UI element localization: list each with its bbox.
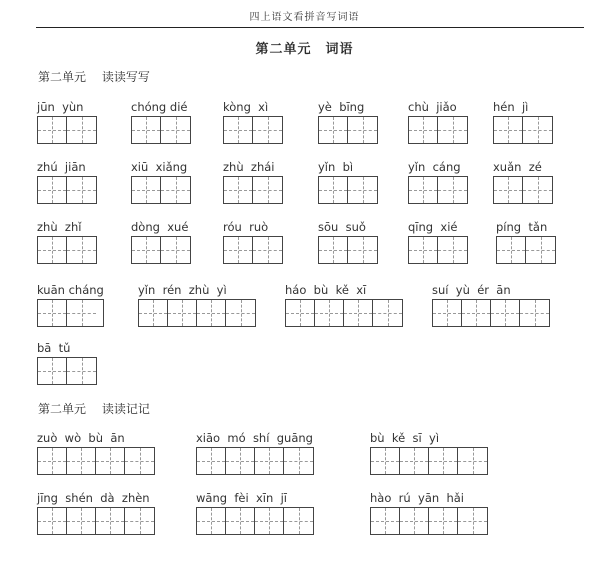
pinyin-label: zhú jiān <box>37 160 86 174</box>
tianzige-cell[interactable] <box>526 237 555 263</box>
pinyin-label: háo bù kě xī <box>285 283 367 297</box>
pinyin-label: zhù zhǐ <box>37 220 82 234</box>
tianzige-cell[interactable] <box>255 508 284 534</box>
tianzige-cell[interactable] <box>348 177 377 203</box>
tianzige-cell[interactable] <box>462 300 491 326</box>
tianzige-cell[interactable] <box>284 448 313 474</box>
tianzige-cell[interactable] <box>96 508 125 534</box>
tianzige-cell[interactable] <box>161 117 190 143</box>
tianzige-cell[interactable] <box>38 508 67 534</box>
writing-grid <box>223 116 283 144</box>
tianzige-cell[interactable] <box>523 177 552 203</box>
writing-grid <box>196 507 314 535</box>
pinyin-label: yè bīng <box>318 100 365 114</box>
section-label-read-write: 第二单元 读读写写 <box>38 70 150 84</box>
word-item <box>131 158 191 204</box>
tianzige-cell[interactable] <box>371 448 400 474</box>
tianzige-cell[interactable] <box>373 300 402 326</box>
tianzige-cell[interactable] <box>284 508 313 534</box>
tianzige-cell[interactable] <box>253 237 282 263</box>
tianzige-cell[interactable] <box>523 117 552 143</box>
pinyin-label: zuò wò bù ān <box>37 431 125 445</box>
tianzige-cell[interactable] <box>132 117 161 143</box>
word-item <box>432 281 550 327</box>
tianzige-cell[interactable] <box>319 177 348 203</box>
pinyin-label: hào rú yān hǎi <box>370 491 464 505</box>
word-item <box>318 98 378 144</box>
tianzige-cell[interactable] <box>125 508 154 534</box>
tianzige-cell[interactable] <box>197 300 226 326</box>
tianzige-cell[interactable] <box>438 117 467 143</box>
word-item <box>196 489 314 535</box>
tianzige-cell[interactable] <box>67 237 96 263</box>
writing-grid <box>37 236 97 264</box>
word-item <box>37 339 97 385</box>
pinyin-label: wāng fèi xīn jī <box>196 491 287 505</box>
writing-grid <box>318 116 378 144</box>
writing-grid <box>131 116 191 144</box>
tianzige-cell[interactable] <box>38 237 67 263</box>
tianzige-cell[interactable] <box>224 237 253 263</box>
word-item <box>285 281 403 327</box>
word-item <box>408 218 468 264</box>
tianzige-cell[interactable] <box>67 358 96 384</box>
tianzige-cell[interactable] <box>433 300 462 326</box>
pinyin-label: kòng xì <box>223 100 269 114</box>
tianzige-cell[interactable] <box>161 237 190 263</box>
word-item <box>408 158 468 204</box>
word-item <box>493 158 553 204</box>
page-header: 四上语文看拼音写词语 <box>249 12 360 23</box>
word-item <box>37 281 104 327</box>
tianzige-cell[interactable] <box>494 117 523 143</box>
tianzige-cell[interactable] <box>491 300 520 326</box>
word-item <box>223 218 283 264</box>
tianzige-cell[interactable] <box>409 177 438 203</box>
pinyin-label: suí yù ér ān <box>432 283 511 297</box>
header-rule <box>36 27 584 28</box>
tianzige-cell[interactable] <box>409 117 438 143</box>
writing-grid <box>408 176 468 204</box>
tianzige-cell[interactable] <box>348 117 377 143</box>
tianzige-cell[interactable] <box>253 177 282 203</box>
tianzige-cell[interactable] <box>400 508 429 534</box>
tianzige-cell[interactable] <box>226 300 255 326</box>
tianzige-cell[interactable] <box>429 448 458 474</box>
tianzige-cell[interactable] <box>409 237 438 263</box>
word-item <box>223 98 283 144</box>
tianzige-cell[interactable] <box>132 237 161 263</box>
pinyin-label: xiū xiǎng <box>131 160 188 174</box>
writing-grid <box>37 299 104 327</box>
section-label-read-remember: 第二单元 读读记记 <box>38 402 150 416</box>
writing-grid <box>131 236 191 264</box>
word-item <box>408 98 468 144</box>
tianzige-cell[interactable] <box>319 117 348 143</box>
tianzige-cell[interactable] <box>497 237 526 263</box>
pinyin-label: xiāo mó shí guāng <box>196 431 313 445</box>
word-item <box>318 218 378 264</box>
pinyin-label: sōu suǒ <box>318 220 366 234</box>
tianzige-cell[interactable] <box>520 300 549 326</box>
writing-grid <box>285 299 403 327</box>
pinyin-label: yǐn rén zhù yì <box>138 283 227 297</box>
tianzige-cell[interactable] <box>67 300 96 326</box>
pinyin-label: chóng dié <box>131 100 188 114</box>
writing-grid <box>370 507 488 535</box>
tianzige-cell[interactable] <box>315 300 344 326</box>
pinyin-label: jūn yùn <box>37 100 84 114</box>
tianzige-cell[interactable] <box>286 300 315 326</box>
tianzige-cell[interactable] <box>494 177 523 203</box>
tianzige-cell[interactable] <box>125 448 154 474</box>
pinyin-label: bā tǔ <box>37 341 71 355</box>
pinyin-label: hén jì <box>493 100 529 114</box>
tianzige-cell[interactable] <box>255 448 284 474</box>
tianzige-cell[interactable] <box>319 237 348 263</box>
word-item <box>37 489 155 535</box>
pinyin-label: xuǎn zé <box>493 160 542 174</box>
word-item <box>138 281 256 327</box>
tianzige-cell[interactable] <box>348 237 377 263</box>
tianzige-cell[interactable] <box>438 237 467 263</box>
tianzige-cell[interactable] <box>197 508 226 534</box>
word-item <box>496 218 556 264</box>
tianzige-cell[interactable] <box>38 177 67 203</box>
writing-grid <box>493 176 553 204</box>
writing-grid <box>496 236 556 264</box>
tianzige-cell[interactable] <box>253 117 282 143</box>
tianzige-cell[interactable] <box>429 508 458 534</box>
pinyin-label: jīng shén dà zhèn <box>37 491 150 505</box>
pinyin-label: kuān cháng <box>37 283 104 297</box>
pinyin-label: bù kě sī yì <box>370 431 440 445</box>
tianzige-cell[interactable] <box>38 358 67 384</box>
pinyin-label: chù jiǎo <box>408 100 457 114</box>
word-item <box>223 158 283 204</box>
writing-grid <box>196 447 314 475</box>
writing-grid <box>37 357 97 385</box>
tianzige-cell[interactable] <box>224 177 253 203</box>
writing-grid <box>37 507 155 535</box>
word-item <box>131 98 191 144</box>
tianzige-cell[interactable] <box>96 448 125 474</box>
tianzige-cell[interactable] <box>38 300 67 326</box>
word-item <box>37 429 155 475</box>
tianzige-cell[interactable] <box>438 177 467 203</box>
writing-grid <box>432 299 550 327</box>
tianzige-cell[interactable] <box>139 300 168 326</box>
writing-grid <box>131 176 191 204</box>
pinyin-label: yǐn bì <box>318 160 354 174</box>
tianzige-cell[interactable] <box>38 117 67 143</box>
word-item <box>318 158 378 204</box>
writing-grid <box>408 236 468 264</box>
pinyin-label: yǐn cáng <box>408 160 461 174</box>
word-item <box>37 218 97 264</box>
tianzige-cell[interactable] <box>132 177 161 203</box>
word-item <box>37 158 97 204</box>
pinyin-label: róu ruò <box>223 220 269 234</box>
tianzige-cell[interactable] <box>161 177 190 203</box>
tianzige-cell[interactable] <box>197 448 226 474</box>
writing-grid <box>223 176 283 204</box>
writing-grid <box>370 447 488 475</box>
word-item <box>370 429 488 475</box>
tianzige-cell[interactable] <box>226 508 255 534</box>
tianzige-cell[interactable] <box>226 448 255 474</box>
writing-grid <box>138 299 256 327</box>
tianzige-cell[interactable] <box>67 508 96 534</box>
writing-grid <box>37 176 97 204</box>
tianzige-cell[interactable] <box>67 448 96 474</box>
pinyin-label: dòng xué <box>131 220 189 234</box>
tianzige-cell[interactable] <box>67 117 96 143</box>
tianzige-cell[interactable] <box>67 177 96 203</box>
tianzige-cell[interactable] <box>344 300 373 326</box>
pinyin-label: píng tǎn <box>496 220 548 234</box>
writing-grid <box>37 116 97 144</box>
pinyin-label: qīng xié <box>408 220 458 234</box>
tianzige-cell[interactable] <box>371 508 400 534</box>
writing-grid <box>318 236 378 264</box>
tianzige-cell[interactable] <box>458 508 487 534</box>
word-item <box>131 218 191 264</box>
writing-grid <box>37 447 155 475</box>
pinyin-label: zhù zhái <box>223 160 275 174</box>
tianzige-cell[interactable] <box>168 300 197 326</box>
writing-grid <box>318 176 378 204</box>
page-title: 第二单元 词语 <box>255 42 354 57</box>
writing-grid <box>223 236 283 264</box>
tianzige-cell[interactable] <box>400 448 429 474</box>
tianzige-cell[interactable] <box>38 448 67 474</box>
writing-grid <box>493 116 553 144</box>
writing-grid <box>408 116 468 144</box>
tianzige-cell[interactable] <box>458 448 487 474</box>
word-item <box>493 98 553 144</box>
word-item <box>196 429 314 475</box>
word-item <box>37 98 97 144</box>
tianzige-cell[interactable] <box>224 117 253 143</box>
word-item <box>370 489 488 535</box>
